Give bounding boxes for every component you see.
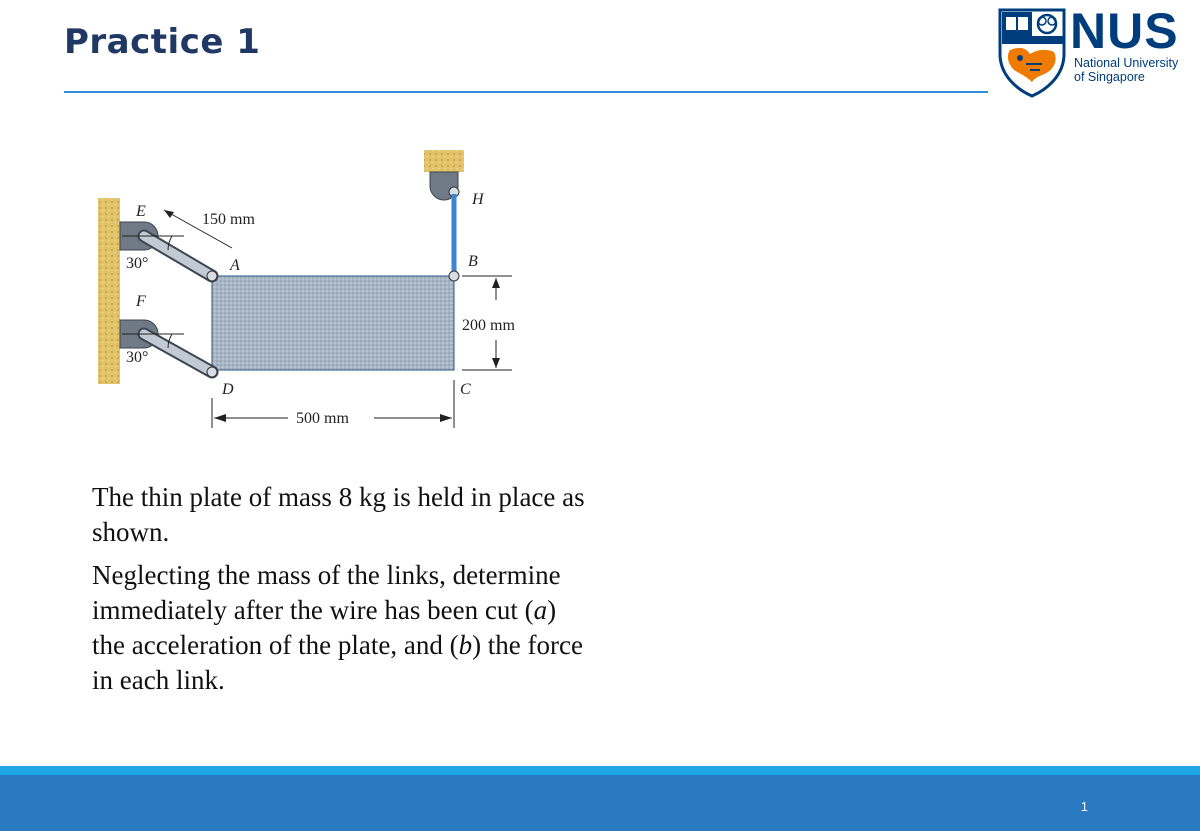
p2-part1: Neglecting the mass of the links, determine immediately after the wire has been cut ( [92,560,561,625]
dim-width-arrow-right [440,414,452,422]
dim-height-arrow-bottom [492,358,500,368]
label-C: C [460,381,471,398]
problem-paragraph-2 [92,558,592,698]
p2-label-b: b [458,630,473,660]
nus-subtitle [1074,56,1178,84]
footer-accent-bar [0,766,1200,775]
label-H: H [472,191,484,208]
wall-support [98,198,120,384]
label-B: B [468,253,478,270]
label-F: F [136,293,146,310]
label-E: E [136,203,146,220]
nus-logo [996,3,1192,98]
nus-subtitle-line1: National University [1074,56,1179,70]
plate [212,276,454,370]
dim-link-arrow [164,210,174,218]
page-number: 1 [1080,799,1088,814]
label-angle-bottom: 30° [126,349,149,366]
nus-subtitle-line2: of Singapore [1074,70,1145,84]
dim-width-arrow-left [214,414,226,422]
slide-title: Practice 1 [64,22,261,62]
mechanism-svg [92,140,552,440]
label-A: A [230,257,240,274]
footer-bar [0,775,1200,831]
p2-label-a: a [533,595,548,625]
problem-statement [92,480,592,706]
pin-B [449,271,459,281]
pin-A [207,271,217,281]
problem-paragraph-1: The thin plate of mass 8 kg is held in place as shown. [92,482,585,547]
link-AE-face [144,236,212,276]
ceiling-support [424,150,464,172]
title-divider [64,91,988,93]
p2-part2: ) the acceleration of the plate, and ( [92,595,557,660]
label-dim-width: 500 mm [296,410,349,427]
p2-part3: ) the force in each link. [92,630,583,695]
label-dim-height: 200 mm [462,317,515,334]
mechanism-diagram [92,140,552,440]
dim-height-arrow-top [492,278,500,288]
nus-wordmark: NUS [1070,3,1179,59]
link-DF-face [144,334,212,372]
pin-D [207,367,217,377]
label-dim-link: 150 mm [202,211,255,228]
label-angle-top: 30° [126,255,149,272]
label-D: D [222,381,234,398]
nus-crest-icon [996,6,1068,98]
